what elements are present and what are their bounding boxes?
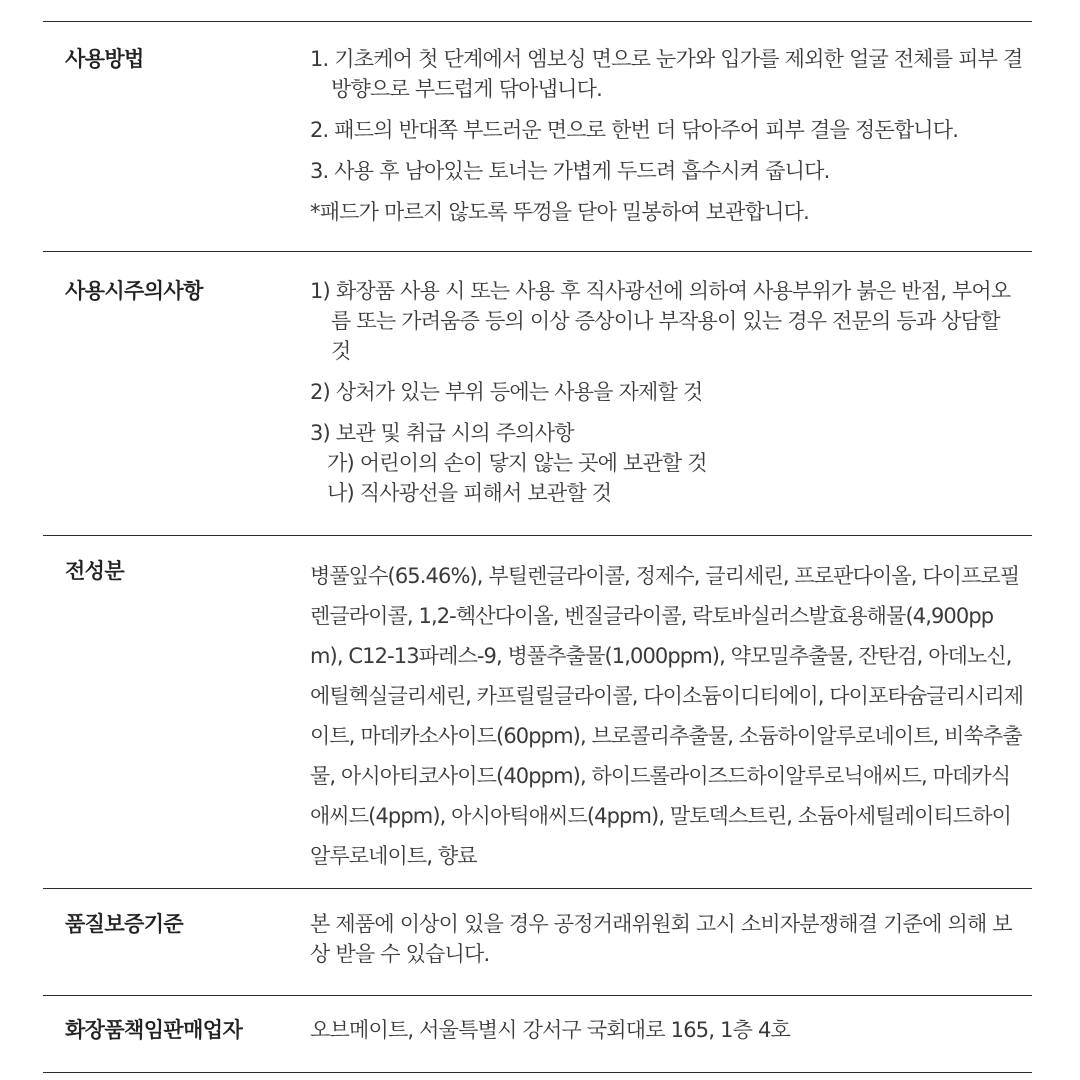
- caution-item-1: 1) 화장품 사용 시 또는 사용 후 직사광선에 의하여 사용부위가 붉은 반점, 부어오름 또는 가려움증 등의 이상 증상이나 부작용이 있는 경우 전문의 등과 상담할 것: [310, 279, 1011, 363]
- caution-item-2: 2) 상처가 있는 부위 등에는 사용을 자제할 것: [310, 380, 703, 404]
- ingredients-text: 병풀잎수(65.46%), 부틸렌글라이콜, 정제수, 글리세린, 프로판다이올, 다이프로필렌글라이콜, 1,2-헥산다이올, 벤질글라이콜, 락토바실러스발효용해물(4,900ppm), C12-13파레스-9, 병풀추출물(1,000ppm), 약모밀추출물, 잔탄검, 아데노신, 에틸헥실글리세린, 카프릴릴글라이콜, 다이소듐이디티에이, 다이포타슘글리시리제이트, 마데카소사이드(60ppm), 브로콜리추출물, 소듐하이알루로네이트, 비쑥추출물, 아시아티코사이드(40ppm), 하이드롤라이즈드하이알루로닉애씨드, 마데카식애씨드(4ppm), 아시아틱애씨드(4ppm), 말토덱스트린, 소듐아세틸레이티드하이알루로네이트, 향료: [310, 564, 1024, 868]
- caution-item-3b: 나) 직사광선을 피해서 보관할 것: [327, 481, 612, 505]
- caution-label: 사용시주의사항: [65, 279, 203, 303]
- usage-step-1: 1. 기초케어 첫 단계에서 엠보싱 면으로 눈가와 입가를 제외한 얼굴 전체를 피부 결 방향으로 부드럽게 닦아냅니다.: [310, 47, 1023, 101]
- usage-row: [43, 21, 1032, 251]
- caution-item-3: 3) 보관 및 취급 시의 주의사항: [310, 421, 574, 445]
- quality-text: 본 제품에 이상이 있을 경우 공정거래위원회 고시 소비자분쟁해결 기준에 의해 보상 받을 수 있습니다.: [310, 912, 1012, 966]
- caution-item-3a: 가) 어린이의 손이 닿지 않는 곳에 보관할 것: [327, 451, 707, 475]
- quality-row: [43, 888, 1032, 995]
- seller-text: 오브메이트, 서울특별시 강서구 국회대로 165, 1층 4호: [310, 1018, 791, 1042]
- usage-label: 사용방법: [65, 47, 144, 71]
- product-info-table: [43, 21, 1032, 1073]
- seller-label: 화장품책임판매업자: [65, 1018, 243, 1042]
- seller-row: [43, 995, 1032, 1073]
- usage-content: [310, 44, 1032, 251]
- usage-note: *패드가 마르지 않도록 뚜껑을 닫아 밀봉하여 보관합니다.: [310, 200, 810, 224]
- caution-row: [43, 251, 1032, 535]
- usage-step-3: 3. 사용 후 남아있는 토너는 가볍게 두드려 흡수시켜 줍니다.: [310, 159, 830, 183]
- quality-label: 품질보증기준: [65, 912, 184, 936]
- ingredients-row: [43, 535, 1032, 888]
- usage-step-2: 2. 패드의 반대쪽 부드러운 면으로 한번 더 닦아주어 피부 결을 정돈합니다.: [310, 118, 959, 142]
- caution-content: [310, 276, 1032, 535]
- ingredients-label: 전성분: [65, 559, 125, 583]
